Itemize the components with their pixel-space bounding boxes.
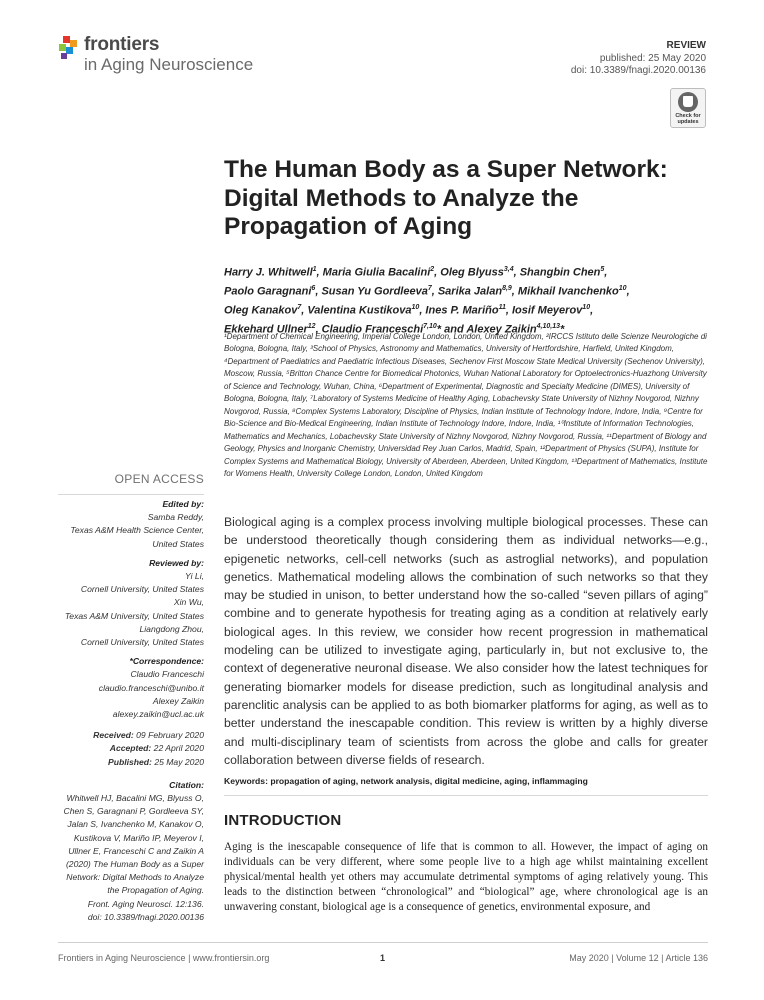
journal-logo[interactable] — [58, 34, 268, 78]
check-for-updates-button[interactable] — [670, 88, 706, 128]
reviewer-line: Cornell University, United States — [80, 637, 204, 648]
edited-by-section — [40, 498, 204, 551]
author-affil-ref: 1 — [312, 266, 317, 273]
author-affil-ref: 11 — [498, 303, 506, 311]
published-label: Published: — [107, 756, 152, 767]
author-affil-ref: 10 — [411, 303, 420, 311]
author-separator: , — [604, 266, 608, 279]
author-affil-ref: 4,10,13 — [536, 322, 560, 330]
published-date: published: 25 May 2020 — [599, 52, 706, 64]
author-affil-ref: 10 — [618, 284, 627, 292]
reviewer-line: Xin Wu, — [173, 597, 204, 608]
citation-doi[interactable]: doi: 10.3389/fnagi.2020.00136 — [87, 911, 204, 922]
journal-name: in Aging Neuroscience — [84, 55, 254, 74]
author-separator: , — [590, 304, 594, 317]
author-affil-ref: 12 — [307, 322, 316, 330]
introduction-text: Aging is the inescapable consequence of life that is common to all. However, the impact of aging on individuals can be very different, where some people live to a high age whilst maintaining excellent physical/mental health yet others may accumulate detrimental symptoms of aging relatively young. This leads to the distinction between “chronological” and “biological” age, where chronological age is an unwavering constant, biological age is a consequence of genetics, environmental exposure, and — [224, 841, 708, 914]
article-meta — [571, 40, 706, 78]
footer-issue-info: May 2020 | Volume 12 | Article 136 — [569, 953, 708, 963]
bookmark-icon — [678, 92, 698, 112]
accepted-label: Accepted: — [109, 743, 152, 754]
correspondence-name: Claudio Franceschi — [130, 669, 204, 680]
accepted-value: 22 April 2020 — [153, 743, 204, 754]
author-affil-ref: 6 — [311, 284, 316, 292]
author-affil-ref: 10 — [582, 303, 591, 311]
check-updates-label-2: updates — [677, 119, 699, 125]
reviewed-by-section — [40, 557, 204, 649]
author-affil-ref: 2 — [430, 266, 435, 273]
reviewed-by-heading: Reviewed by: — [149, 557, 204, 568]
affiliations: ¹Department of Chemical Engineering, Imperial College London, London, United Kingdom, ²IRCCS Istituto delle Scienze Neurologiche di Bologna, Bologna, Italy, ³School of Physics, Astronomy and Mathematics, University of Hertfordshire, Harfield, United Kingdom, ⁴Department of Paediatrics and Paediatric Infectious Diseases, Sechenov First Moscow State Medical University (Sechenov University), Moscow, Russia, ⁵Britton Chance Centre for Biomedical Photonics, Wuhan National Laboratory for Optoelectronics-Huazhong University of Science and Technology, Wuhan, China, ⁶Department of Experimental, Diagnostic and Specialty Medicine (DIMES), University of Bologna, Bologna, Italy, ⁷Laboratory of Systems Medicine of Healthy Aging, Lobachevsky State University of Nizhny Novgorod, Nizhny Novgorod, Russia, ⁸Complex Systems Laboratory, Discipline of Physics, Indian Institute of Technology Indore, Indore, India, ⁹Centre for Bio-Science and Bio-Medical Engineering, Indian Institute of Technology Indore, Indore, India, ¹⁰Institute of Information Technologies, Mathematics and Mechanics, Lobachevsky State University of Nizhny Novgorod, Nizhny Novgorod, Russia, ¹¹Department of Biology and Geology, Physics and Inorganic Chemistry, Universidad Rey Juan Carlos, Madrid, Spain, ¹²Department of Physics (SUPA), Institute for Complex Systems and Mathematical Biology, University of Aberdeen, Aberdeen, United Kingdom, ¹³Department of Mathematics, Institute for Womens Health, University College London, London, United Kingdom — [224, 332, 708, 478]
author-affil-ref: 5 — [600, 266, 605, 273]
citation-line: Kustikova V, Mariño IP, Meyerov I, — [73, 832, 204, 843]
accepted-date — [40, 742, 204, 755]
author-line-3 — [224, 300, 708, 319]
published-date-side — [40, 756, 204, 769]
article-type: REVIEW — [666, 40, 706, 51]
author-name[interactable]: , Mikhail Ivanchenko — [511, 285, 619, 298]
article-doi[interactable]: doi: 10.3389/fnagi.2020.00136 — [570, 65, 706, 76]
citation-line: Chen S, Garagnani P, Gordleeva SY, — [63, 806, 204, 817]
author-affil-ref: 7,10 — [423, 322, 437, 330]
introduction-heading: INTRODUCTION — [224, 812, 342, 829]
author-list — [224, 262, 708, 338]
citation-line: Network: Digital Methods to Analyze — [66, 872, 204, 883]
reviewer-line: Cornell University, United States — [80, 584, 204, 595]
citation-heading: Citation: — [169, 779, 204, 790]
page-number: 1 — [380, 953, 386, 963]
citation-line: Ullner E, Franceschi C and Zaikin A — [68, 845, 204, 856]
citation-line: (2020) The Human Body as a Super — [65, 859, 204, 870]
correspondence-section — [40, 655, 204, 721]
author-name[interactable]: , Shangbin Chen — [513, 266, 601, 279]
author-name[interactable]: , Maria Giulia Bacalini — [316, 266, 431, 279]
reviewer-line: Yi Li, — [185, 571, 204, 582]
author-line-2 — [224, 281, 708, 300]
article-title: The Human Body as a Super Network: Digital Methods to Analyze the Propagation of Aging — [224, 156, 668, 240]
frontiers-logo-icon — [58, 36, 80, 60]
journal-brand: frontiers — [84, 34, 160, 55]
author-name[interactable]: Harry J. Whitwell — [224, 266, 313, 279]
author-name[interactable]: Ekkehard Ullner — [224, 323, 308, 336]
author-name[interactable]: Oleg Kanakov — [224, 304, 298, 317]
correspondence-email[interactable]: alexey.zaikin@ucl.ac.uk — [112, 709, 204, 720]
author-name[interactable]: , Ines P. Mariño — [419, 304, 499, 317]
author-name[interactable]: , Susan Yu Gordleeva — [315, 285, 428, 298]
correspondence-name: Alexey Zaikin — [152, 695, 204, 706]
author-name[interactable]: , Sarika Jalan — [431, 285, 503, 298]
editor-line: Samba Reddy, — [147, 512, 204, 523]
correspondence-email[interactable]: claudio.franceschi@unibo.it — [98, 682, 204, 693]
editor-line: Texas A&M Health Science Center, — [70, 525, 204, 536]
open-access-label: OPEN ACCESS — [58, 472, 204, 495]
author-name[interactable]: Paolo Garagnani — [224, 285, 312, 298]
author-name[interactable]: , Oleg Blyuss — [434, 266, 504, 279]
author-affil-ref: 7 — [427, 284, 432, 292]
author-line-1 — [224, 262, 708, 281]
author-affil-ref: 7 — [297, 303, 302, 311]
footer-journal-link[interactable]: Frontiers in Aging Neuroscience | www.frontiersin.org — [58, 953, 270, 963]
reviewer-line: Texas A&M University, United States — [64, 610, 204, 621]
page-footer — [58, 942, 708, 963]
author-affil-ref: 3,4 — [503, 266, 514, 273]
received-label: Received: — [93, 730, 134, 741]
published-value: 25 May 2020 — [154, 756, 204, 767]
author-name[interactable]: * and Alexey Zaikin — [436, 323, 537, 336]
keywords: Keywords: propagation of aging, network analysis, digital medicine, aging, inflammaging — [224, 776, 708, 796]
citation-section — [40, 779, 204, 924]
article-sidebar — [40, 498, 204, 930]
correspondence-heading: *Correspondence: — [129, 656, 204, 667]
editor-line: United States — [152, 538, 204, 549]
received-date — [40, 729, 204, 742]
dates-section — [40, 729, 204, 769]
citation-line: Whitwell HJ, Bacalini MG, Blyuss O, — [66, 793, 204, 804]
received-value: 09 February 2020 — [136, 730, 204, 741]
author-name[interactable]: , Valentina Kustikova — [301, 304, 412, 317]
author-affil-ref: 8,9 — [502, 284, 512, 292]
author-name[interactable]: , Iosif Meyerov — [505, 304, 583, 317]
reviewer-line: Liangdong Zhou, — [139, 623, 204, 634]
author-separator: , — [626, 285, 630, 298]
author-separator: * — [560, 323, 565, 336]
abstract: Biological aging is a complex process involving multiple biological processes. These can be understood theoretically though considering them as individual networks—e.g., epigenetic networks, cell-cell networks (such as astroglial networks), and population genetics. Mathematical modeling allows the combination of such networks so that they may be studied in unison, to better understand how the so-called “seven pillars of aging” combine and to generate hypothesis for treating aging as a condition at relatively early biological ages. In this review, we consider how recent progression in mathematical modeling can be utilized to investigate aging, particularly in, but not exclusive to, the context of degenerative neuronal disease. We also consider how the latest techniques for generating biomarker models for disease prediction, such as longitudinal analysis and parenclitic analysis can be applied to as both biomarker platforms for aging, as well as to better understand the inescapable condition. This review is written by a highly diverse and multi-disciplinary team of scientists from across the globe and calls for greater collaboration between diverse fields of research. — [224, 515, 708, 767]
citation-line: Front. Aging Neurosci. 12:136. — [87, 898, 204, 909]
edited-by-heading: Edited by: — [162, 499, 204, 509]
citation-line: Jalan S, Ivanchenko M, Kanakov O, — [67, 819, 204, 830]
author-name[interactable]: , Claudio Franceschi — [315, 323, 424, 336]
check-updates-label-1: Check for — [675, 113, 701, 119]
citation-line: the Propagation of Aging. — [107, 885, 204, 896]
